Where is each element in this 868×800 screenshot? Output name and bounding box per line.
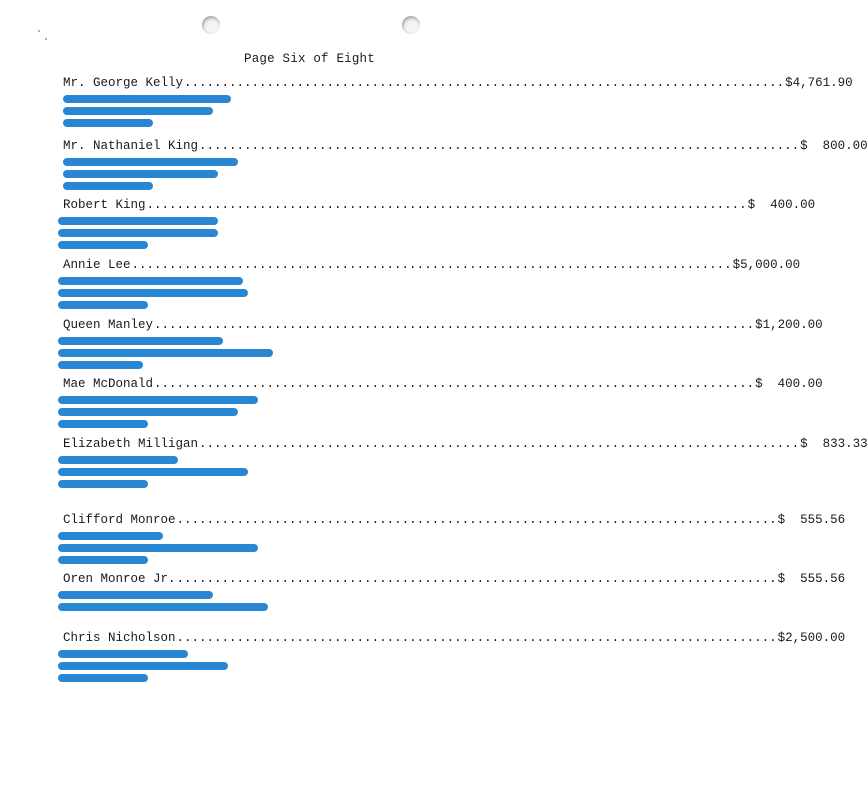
dot-leader: ................................................................................ <box>176 513 777 527</box>
redaction-bar <box>58 349 273 357</box>
payee-amount: $ 555.56 <box>777 572 846 586</box>
redaction-bar <box>63 107 213 115</box>
redaction-bar <box>63 182 153 190</box>
payee-name: Queen Manley <box>63 318 154 332</box>
redaction-bar <box>58 468 248 476</box>
redaction-bar <box>58 241 148 249</box>
payee-line <box>63 631 846 645</box>
payee-entry <box>0 318 823 378</box>
redaction-bar <box>58 650 188 658</box>
payee-line <box>63 318 823 332</box>
payee-name: Oren Monroe Jr. <box>63 572 176 586</box>
payee-amount: $1,200.00 <box>755 318 823 332</box>
dot-leader: ................................................................................ <box>154 377 755 391</box>
payee-amount: $2,500.00 <box>777 631 846 645</box>
payee-line <box>63 76 853 90</box>
redaction-bar <box>58 591 213 599</box>
payee-entry <box>0 513 846 573</box>
payee-entry <box>0 572 846 632</box>
payee-name: Mr. George Kelly <box>63 76 184 90</box>
redaction-bar <box>58 301 148 309</box>
dot-leader: ................................................................................ <box>199 139 800 153</box>
payee-amount: $ 400.00 <box>747 198 816 212</box>
dot-leader: ................................................................................ <box>176 631 777 645</box>
redaction-bar <box>58 556 148 564</box>
redaction-bar <box>58 337 223 345</box>
payee-name: Robert King <box>63 198 146 212</box>
payee-name: Elizabeth Milligan <box>63 437 199 451</box>
redaction-bar <box>63 158 238 166</box>
redaction-bar <box>58 603 268 611</box>
payee-line <box>63 572 846 586</box>
redaction-bar <box>58 480 148 488</box>
payee-name: Annie Lee <box>63 258 131 272</box>
payee-entry <box>0 258 801 318</box>
redaction-bar <box>63 95 231 103</box>
dot-leader: ................................................................................ <box>146 198 747 212</box>
redaction-bar <box>58 361 143 369</box>
redaction-bar <box>58 408 238 416</box>
payee-entry <box>0 198 816 258</box>
payee-amount: $4,761.90 <box>785 76 853 90</box>
payee-name: Chris Nicholson <box>63 631 176 645</box>
redaction-bar <box>58 217 218 225</box>
payee-name: Clifford Monroe <box>63 513 176 527</box>
punch-hole-right <box>402 16 420 34</box>
punch-hole-left <box>202 16 220 34</box>
dot-leader: ................................................................................ <box>154 318 755 332</box>
payee-entry <box>0 76 853 136</box>
payee-amount: $ 833.33 <box>800 437 868 451</box>
payee-amount: $ 555.56 <box>777 513 846 527</box>
payee-entry <box>0 631 846 691</box>
redaction-bar <box>58 532 163 540</box>
payee-line <box>63 437 868 451</box>
payee-line <box>63 198 816 212</box>
payee-line <box>63 258 801 272</box>
payee-name: Mae McDonald <box>63 377 154 391</box>
redaction-bar <box>58 396 258 404</box>
scan-speck <box>45 38 47 40</box>
payee-name: Mr. Nathaniel King <box>63 139 199 153</box>
payee-amount: $ 800.00 <box>800 139 868 153</box>
dot-leader: ................................................................................ <box>184 76 785 90</box>
redaction-bar <box>58 674 148 682</box>
payee-line <box>63 139 868 153</box>
redaction-bar <box>58 662 228 670</box>
payee-amount: $ 400.00 <box>755 377 823 391</box>
redaction-bar <box>58 544 258 552</box>
redaction-bar <box>63 170 218 178</box>
payee-entry <box>0 437 868 497</box>
dot-leader: ................................................................................ <box>199 437 800 451</box>
redaction-bar <box>58 289 248 297</box>
payee-entry <box>0 377 823 437</box>
payee-line <box>63 377 823 391</box>
page-title: Page Six of Eight <box>244 52 375 66</box>
dot-leader: ................................................................................ <box>176 572 777 586</box>
dot-leader: ................................................................................ <box>131 258 732 272</box>
payee-line <box>63 513 846 527</box>
redaction-bar <box>58 277 243 285</box>
payee-entry <box>0 139 868 199</box>
redaction-bar <box>58 420 148 428</box>
scan-speck <box>38 30 40 32</box>
redaction-bar <box>58 229 218 237</box>
payee-amount: $5,000.00 <box>732 258 801 272</box>
redaction-bar <box>58 456 178 464</box>
redaction-bar <box>63 119 153 127</box>
